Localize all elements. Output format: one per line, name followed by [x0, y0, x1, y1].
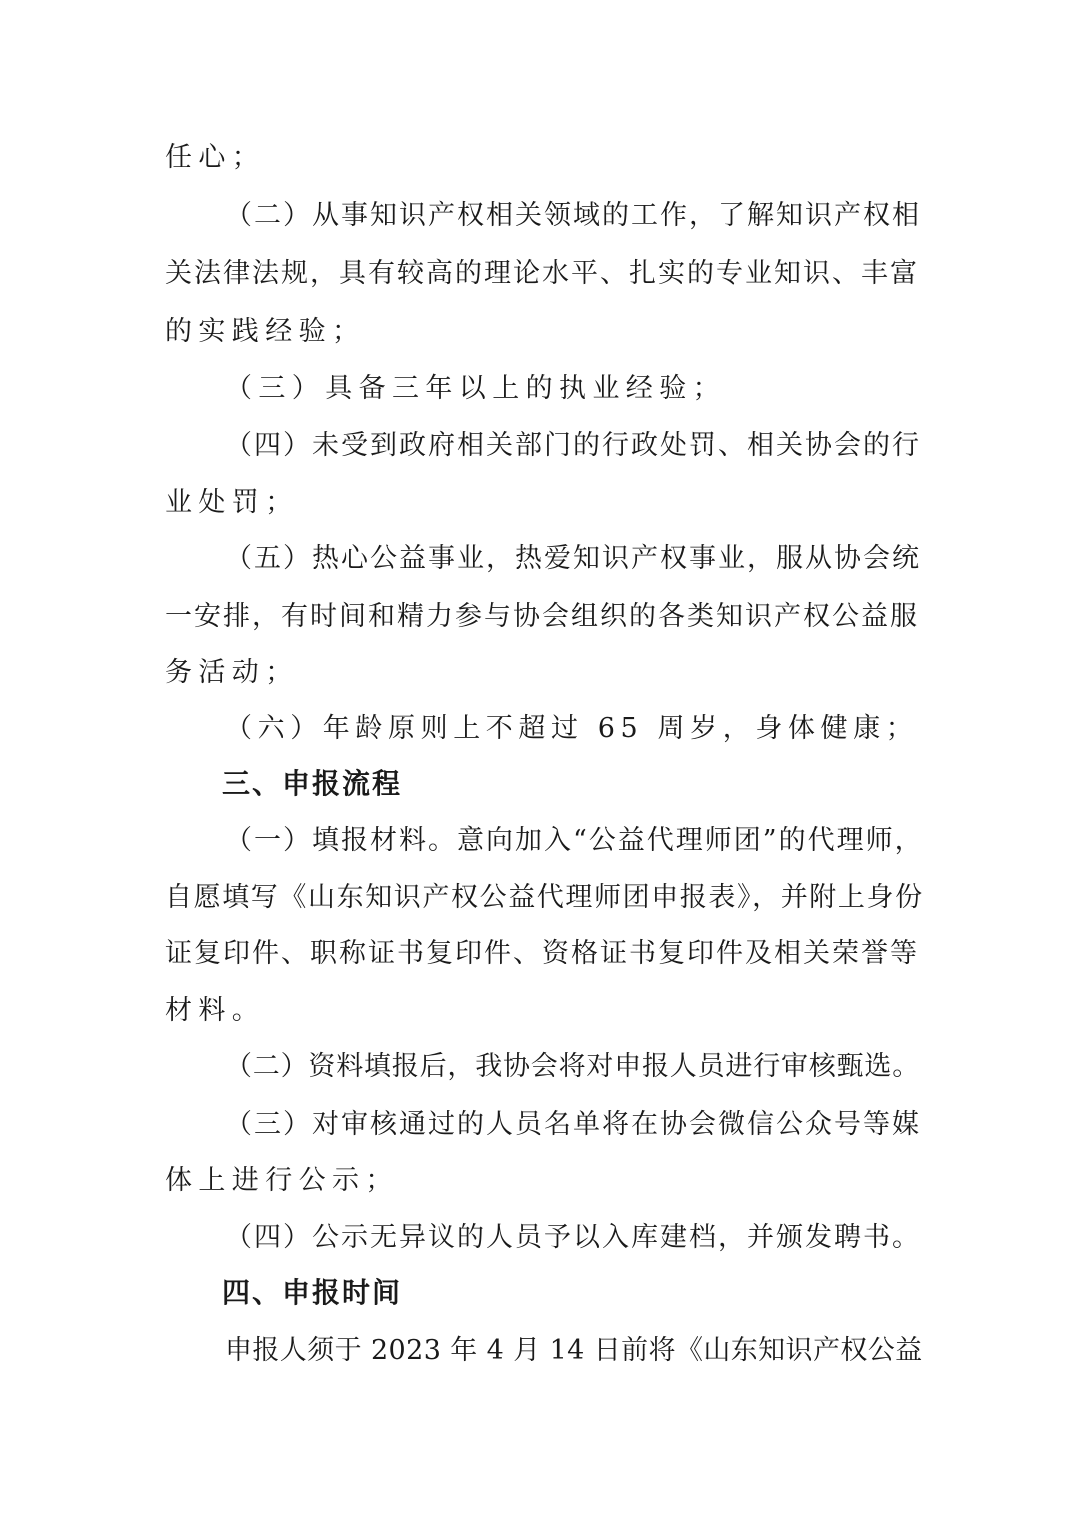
paragraph-line: 材料。	[165, 995, 266, 1026]
paragraph-line: （三）具备三年以上的执业经验；	[225, 373, 726, 404]
paragraph-line: （一）填报材料。意向加入“公益代理师团”的代理师，	[225, 825, 924, 856]
paragraph-line: （四）未受到政府相关部门的行政处罚、相关协会的行	[225, 430, 921, 461]
paragraph-line: 体上进行公示；	[165, 1165, 399, 1196]
paragraph-line: （二）资料填报后，我协会将对申报人员进行审核甄选。	[225, 1051, 920, 1082]
paragraph-line: 任心；	[165, 142, 266, 173]
paragraph-line: 务活动；	[165, 657, 299, 688]
section-heading: 三、申报流程	[222, 767, 403, 800]
paragraph-line: 关法律法规，具有较高的理论水平、扎实的专业知识、丰富	[165, 258, 919, 289]
paragraph-line: 证复印件、职称证书复印件、资格证书复印件及相关荣誉等	[165, 938, 919, 969]
section-heading: 四、申报时间	[222, 1276, 403, 1309]
paragraph-line: 业处罚；	[165, 487, 299, 518]
paragraph-line: 自愿填写《山东知识产权公益代理师团申报表》，并附上身份	[165, 882, 924, 913]
paragraph-line: （二）从事知识产权相关领域的工作，了解知识产权相	[225, 200, 921, 231]
paragraph-line: （六）年龄原则上不超过 65 周岁，身体健康；	[225, 713, 919, 744]
paragraph-line: 的实践经验；	[165, 316, 366, 347]
paragraph-line: （三）对审核通过的人员名单将在协会微信公众号等媒	[225, 1109, 921, 1140]
paragraph-line: （五）热心公益事业，热爱知识产权事业，服从协会统	[225, 543, 921, 574]
paragraph-line: 一安排，有时间和精力参与协会组织的各类知识产权公益服	[165, 601, 919, 632]
paragraph-line: 申报人须于 2023 年 4 月 14 日前将《山东知识产权公益	[225, 1335, 923, 1366]
paragraph-line: （四）公示无异议的人员予以入库建档，并颁发聘书。	[225, 1222, 921, 1253]
